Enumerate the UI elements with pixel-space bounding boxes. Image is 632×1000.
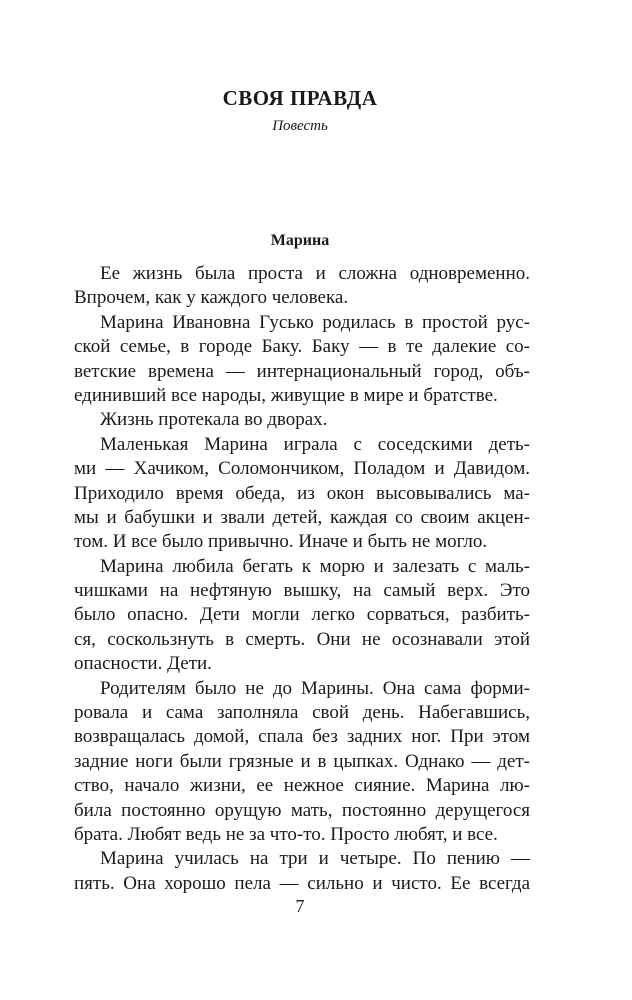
text-line: Приходило время обеда, из окон высовывались ма- (74, 482, 530, 504)
text-line: чишками на нефтяную вышку, на самый верх. Это (74, 580, 530, 602)
text-line: единивший все народы, живущие в мире и братстве. (74, 384, 498, 406)
text-line: била постоянно орущую мать, постоянно дерущегося (74, 799, 530, 821)
chapter-title: Марина (270, 232, 330, 249)
text-line: ся, соскользнуть в смерть. Они не осознавали этой (74, 628, 530, 650)
text-line: брата. Любят ведь не за что-то. Просто любят, и все. (74, 823, 498, 845)
text-line: Маленькая Марина играла с соседскими деть- (100, 433, 530, 455)
text-line: ветские времена — интернациональный город, объ- (74, 360, 530, 382)
text-line: Марина любила бегать к морю и залезать с маль- (100, 555, 530, 577)
text-line: ство, начало жизни, ее нежное сияние. Марина лю- (74, 775, 530, 797)
text-line: Жизнь протекала во дворах. (100, 409, 328, 431)
text-line: Ее жизнь была проста и сложна одновременно. (100, 263, 530, 284)
text-line: ской семье, в городе Баку. Баку — в те далекие со- (74, 336, 530, 358)
book-subtitle: Повесть (272, 118, 328, 134)
text-line: Марина училась на три и четыре. По пению — (100, 848, 530, 870)
text-line: возвращалась домой, спала без задних ног. При этом (74, 726, 530, 748)
text-line: Родителям было не до Марины. Она сама форми- (100, 677, 530, 699)
text-line: ми — Хачиком, Соломончиком, Поладом и Давидом. (74, 458, 530, 480)
text-line: задние ноги были грязные и в цыпках. Однако — дет- (74, 750, 530, 772)
text-line: мы и бабушки и звали детей, каждая со своим акцен- (74, 506, 530, 528)
text-line: ровала и сама заполняла свой день. Набегавшись, (74, 702, 530, 724)
body-text (74, 262, 530, 896)
page-number: 7 (295, 896, 305, 916)
text-line: было опасно. Дети могли легко сорваться, разбить- (74, 604, 530, 626)
text-line: том. И все было привычно. Иначе и быть не могло. (74, 531, 488, 553)
book-title: СВОЯ ПРАВДА (222, 86, 378, 110)
text-line: опасности. Дети. (74, 653, 212, 675)
text-line: пять. Она хорошо пела — сильно и чисто. Ее всегда (74, 872, 530, 894)
text-line: Впрочем, как у каждого человека. (74, 287, 349, 309)
text-line: Марина Ивановна Гусько родилась в простой рус- (100, 311, 530, 333)
